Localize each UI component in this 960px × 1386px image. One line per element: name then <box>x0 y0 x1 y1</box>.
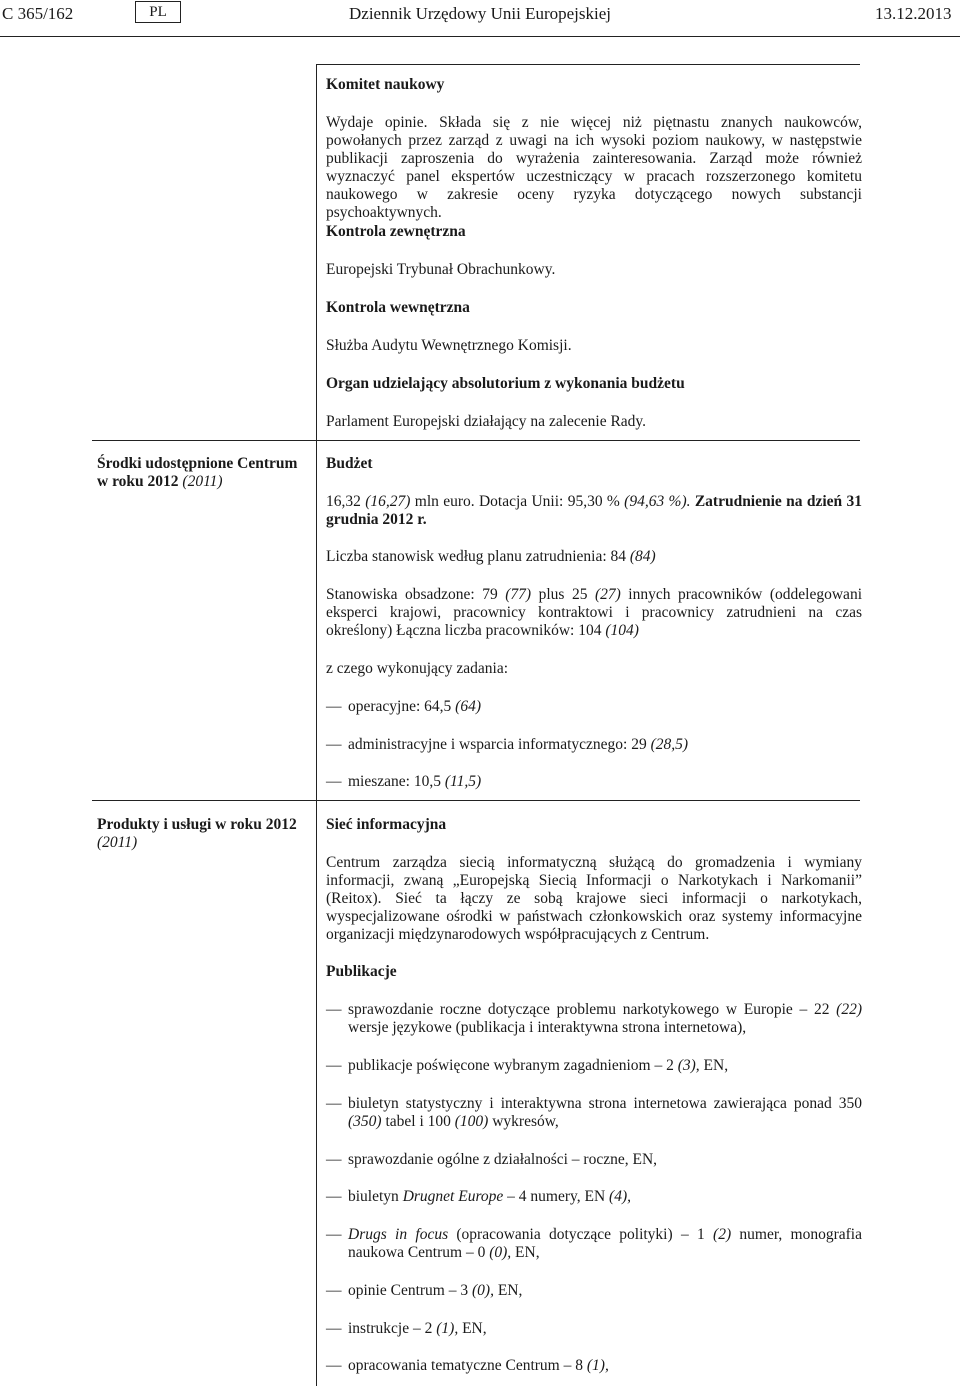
task-item <box>326 736 862 754</box>
staff-plan-prev: (84) <box>629 548 656 565</box>
pub-text-b: EN, <box>493 1282 523 1299</box>
pub-prev-2: (0), <box>489 1244 512 1261</box>
pub-prev-2: (100) <box>454 1113 489 1130</box>
budget-subsidy-prev: (94,63 %). <box>624 493 691 510</box>
pub-text: opinie Centrum – 3 <box>348 1282 472 1299</box>
pub-item <box>326 1226 862 1262</box>
komitet-text: Wydaje opinie. Składa się z nie więcej niż piętnastu znanych naukowców, powołanych przez zarząd z uwagi na ich wysoki poziom naukowy, w następstwie publikacji zaproszenia do wyrażenia zainteresowania. Zarząd może również wyznaczyć panel ekspertów uczestniczący w pracach rozszerzonego komitetu naukowego w zakresie oceny ryzyka dotyczącego nowych substancji psychoaktywnych. <box>326 114 862 221</box>
kontrola-wew-text: Służba Audytu Wewnętrznego Komisji. <box>326 337 572 354</box>
pub-title-italic: Drugnet Europe <box>402 1188 504 1205</box>
dash-glyph: — <box>326 1095 342 1112</box>
dash-glyph: — <box>326 1282 342 1299</box>
staff-filled <box>326 586 862 640</box>
issue-date: 13.12.2013 <box>875 4 952 23</box>
task-text: operacyjne: 64,5 <box>348 698 456 715</box>
pub-text: instrukcje – 2 <box>348 1320 437 1337</box>
pub-prev: (350) <box>348 1113 382 1130</box>
kontrola-zew-title: Kontrola zewnętrzna <box>326 223 466 240</box>
language-badge: PL <box>135 1 181 23</box>
dash-glyph: — <box>326 1188 342 1205</box>
dash-glyph: — <box>326 1151 342 1168</box>
staff-plan-text: Liczba stanowisk według planu zatrudnienia: 84 <box>326 548 630 565</box>
produkty-label <box>97 816 309 852</box>
task-prev: (64) <box>455 698 481 715</box>
dash-glyph: — <box>326 1226 342 1243</box>
dash-glyph: — <box>326 736 342 753</box>
pub-prev: (3), <box>677 1057 700 1074</box>
pub-text-c: EN, <box>511 1244 540 1261</box>
siec-text: Centrum zarządza siecią informatyczną służącą do gromadzenia i wymiany informacji, zwaną „Europejską Siecią Informacji o Narkotykach i Narkomanii” (Reitox). Sieć ta łączy ze sobą krajowe sieci informacji o narkotykach, wyspecjalizowane ośrodki w państwach członkowskich oraz systemy informacyjne organizacji międzynarodowych współpracujących z Centrum. <box>326 854 862 943</box>
journal-title: Dziennik Urzędowy Unii Europejskiej <box>349 4 612 23</box>
section-rule-produkty <box>92 800 860 801</box>
kontrola-wew-title: Kontrola wewnętrzna <box>326 299 470 316</box>
pub-text-b: – 4 numery, EN <box>503 1188 610 1205</box>
pub-text-c: wykresów, <box>488 1113 559 1130</box>
dash-glyph: — <box>326 1057 342 1074</box>
header-rule <box>0 36 960 37</box>
dash-glyph: — <box>326 1320 342 1337</box>
budget-value: 16,32 <box>326 493 366 510</box>
pub-text: biuletyn statystyczny i interaktywna strona internetowa zawierająca ponad 350 <box>348 1095 862 1112</box>
staff-filled-c: innych pracowników (oddelegowani eksperci krajowi, pracownicy kontraktowi i pracownicy zatrudnieni na czas określony) Łączna liczba pracowników: 104 <box>326 586 862 639</box>
organ-text: Parlament Europejski działający na zalecenie Rady. <box>326 413 647 430</box>
task-item <box>326 698 862 716</box>
pub-text-b: tabel i 100 <box>381 1113 455 1130</box>
page-code: C 365/162 <box>2 4 74 23</box>
pub-item <box>326 1095 862 1131</box>
budget-text <box>326 493 862 529</box>
pub-text: biuletyn <box>348 1188 403 1205</box>
produkty-label-year: (2011) <box>97 834 138 851</box>
pub-prev: (2) <box>713 1226 732 1243</box>
budget-subsidy: mln euro. Dotacja Unii: 95,30 % <box>410 493 625 510</box>
dash-glyph: — <box>326 1357 342 1374</box>
komitet-title: Komitet naukowy <box>326 76 445 93</box>
pub-text: (opracowania dotyczące polityki) – 1 <box>448 1226 714 1243</box>
staff-tasks-intro: z czego wykonujący zadania: <box>326 660 509 677</box>
budget-value-prev: (16,27) <box>365 493 411 510</box>
staff-date-heading: Zatrudnienie na dzień 31 grudnia 2012 r. <box>326 493 862 528</box>
task-text: administracyjne i wsparcia informatycznego: 29 <box>348 736 651 753</box>
srodki-label <box>97 455 309 491</box>
pub-title: Publikacje <box>326 963 397 980</box>
pub-item <box>326 1320 862 1338</box>
staff-filled-b-prev: (27) <box>594 586 621 603</box>
column-divider <box>316 64 317 1386</box>
pub-item <box>326 1057 862 1075</box>
staff-filled-a: Stanowiska obsadzone: 79 <box>326 586 506 603</box>
task-item <box>326 773 862 791</box>
task-prev: (11,5) <box>444 773 482 790</box>
staff-plan <box>326 548 862 566</box>
pub-prev: (0), <box>472 1282 494 1299</box>
page-header <box>0 0 960 30</box>
staff-filled-a-prev: (77) <box>505 586 532 603</box>
srodki-label-year: (2011) <box>182 473 223 490</box>
pub-prev: (22) <box>836 1001 862 1018</box>
pub-text-b: EN, <box>458 1320 487 1337</box>
pub-prev: (1), <box>436 1320 459 1337</box>
pub-text: sprawozdanie roczne dotyczące problemu narkotykowego w Europie – 22 <box>348 1001 837 1018</box>
task-text: mieszane: 10,5 <box>348 773 445 790</box>
pub-item <box>326 1151 862 1169</box>
pub-title-italic: Drugs in focus <box>348 1226 449 1243</box>
pub-item <box>326 1001 862 1037</box>
pub-prev: (1), <box>586 1357 609 1374</box>
pub-item <box>326 1282 862 1300</box>
pub-item <box>326 1357 862 1375</box>
srodki-label-text: Środki udostępnione Centrum w roku 2012 <box>97 455 298 490</box>
task-prev: (28,5) <box>650 736 689 753</box>
dash-glyph: — <box>326 773 342 790</box>
pub-prev: (4), <box>609 1188 631 1205</box>
top-rule <box>316 64 860 65</box>
pub-text-b: EN, <box>699 1057 729 1074</box>
dash-glyph: — <box>326 698 342 715</box>
pub-text-b: wersje językowe (publikacja i interaktywna strona internetowa), <box>348 1019 747 1036</box>
pub-text: publikacje poświęcone wybranym zagadnieniom – 2 <box>348 1057 678 1074</box>
dash-glyph: — <box>326 1001 342 1018</box>
pub-text-b: numer, monografia naukowa Centrum – 0 <box>348 1226 862 1261</box>
staff-filled-b: plus 25 <box>531 586 595 603</box>
budget-title: Budżet <box>326 455 373 472</box>
pub-text: sprawozdanie ogólne z działalności – roczne, EN, <box>348 1151 658 1168</box>
pub-item <box>326 1188 862 1206</box>
pub-text: opracowania tematyczne Centrum – 8 <box>348 1357 587 1374</box>
staff-filled-c-prev: (104) <box>605 622 639 639</box>
kontrola-zew-text: Europejski Trybunał Obrachunkowy. <box>326 261 556 278</box>
produkty-label-text: Produkty i usługi w roku 2012 <box>97 816 297 833</box>
section-rule-srodki <box>92 440 860 441</box>
siec-title: Sieć informacyjna <box>326 816 447 833</box>
organ-title: Organ udzielający absolutorium z wykonania budżetu <box>326 375 685 392</box>
